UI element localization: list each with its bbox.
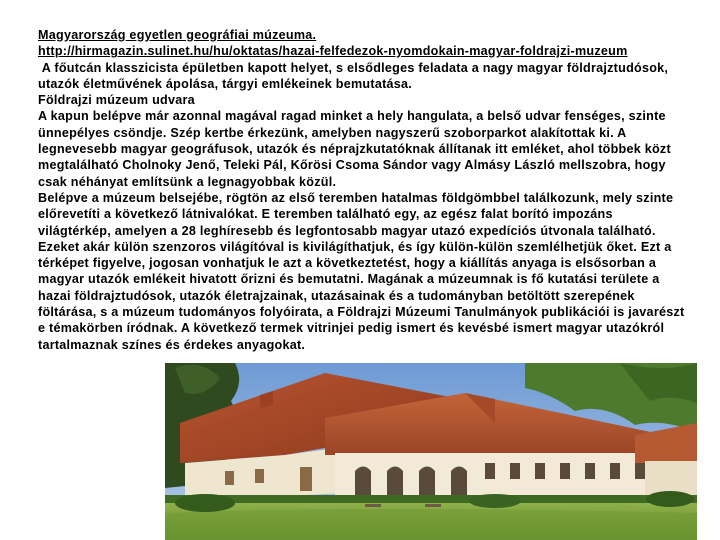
- museum-courtyard-photo: [165, 363, 697, 540]
- source-link[interactable]: http://hirmagazin.sulinet.hu/hu/oktatas/hazai-felfedezok-nyomdokain-magyar-foldrajzi-muzeum: [38, 44, 628, 59]
- intro-text: A főutcán klasszicista épületben kapott helyet, s elsődleges feladata a nagy magyar földrajztudósok, utazók életművének ápolása, tárgyi emlékeinek bemutatása.: [38, 60, 669, 91]
- article-heading: Magyarország egyetlen geográfiai múzeuma.: [38, 28, 317, 42]
- courtyard-paragraph: A kapun belépve már azonnal magával ragad minket a hely hangulata, a belső udvar fenséges, szinte ünnepélyes csöndje. Szép kertbe érkezünk, amelyben nagyszerű szoborparkot alakítottak ki. A legnevesebb magyar geográfusok, utazók és néprajzkutatóknak állítanak itt emléket, ahol többek közt megtalálható Cholnoky Jenő, Teleki Pál, Kőrösi Csoma Sándor vagy Almásy László mellszobra, hogy csak néhányat említsünk a legnagyobbak közül.: [38, 109, 671, 189]
- article-text: [38, 27, 688, 353]
- interior-paragraph: Belépve a múzeum belsejébe, rögtön az első teremben hatalmas földgömbbel találkozunk, mely szinte előrevetíti a következő látnivalókat. E teremben található egy, az egész falat borító impozáns világtérkép, amelyen a 28 leghíresebb és legfontosabb magyar utazó expedíciós útvonala található. Ezeket akár külön szenzoros világítóval is kivilágíthatjuk, és így külön-külön szemlélhetjük őket. Ezt a térképet figyelve, jogosan vonhatjuk le azt a következtetést, hogy a kiállítás anyaga is elsősorban a magyar utazók emlékeit hivatott őrizni és bemutatni. Magának a múzeumnak is fő kutatási területe a hazai földrajztudósok, utazók életrajzainak, utazásainak és a tudományban betöltött szerepének föltárása, s a múzeum tudományos folyóirata, a Földrajzi Múzeumi Tanulmányok publikációi is javarészt e témakörben íródnak. A következő termek vitrinjei pedig ismert és kevésbé ismert magyar utazókról tartalmaznak színes és érdekes anyagokat.: [38, 190, 685, 352]
- courtyard-subheading: Földrajzi múzeum udvara: [38, 93, 195, 108]
- intro-paragraph: [38, 60, 688, 93]
